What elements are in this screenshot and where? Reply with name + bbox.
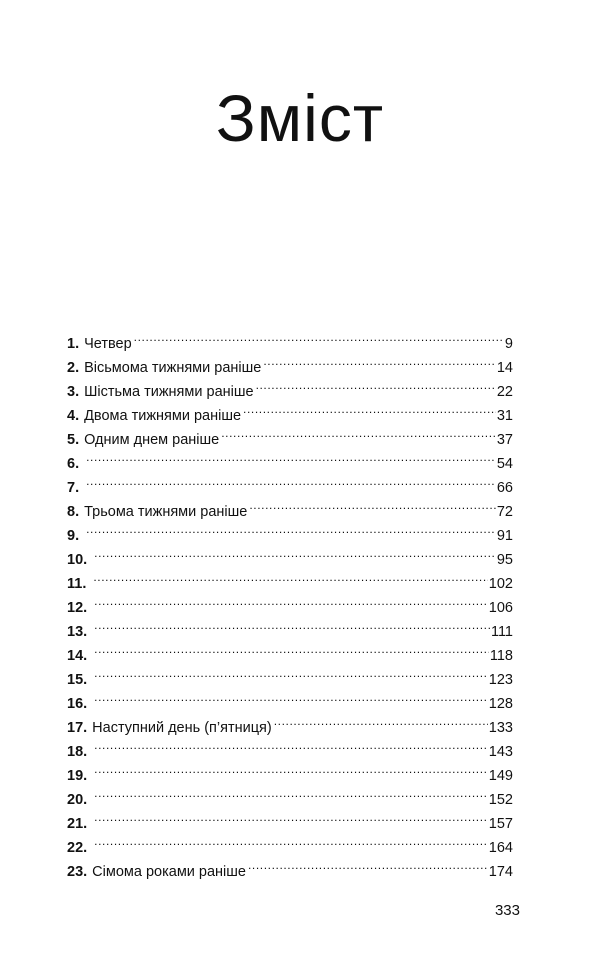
- toc-entry-number: 22.: [67, 840, 88, 856]
- toc-entry-title: Трьома тижнями раніше: [84, 504, 248, 520]
- toc-entry-13[interactable]: [67, 612, 513, 640]
- toc-entry-page: 91: [496, 528, 513, 544]
- toc-entry-number: 15.: [67, 672, 88, 688]
- toc-entry-page: 133: [488, 720, 513, 736]
- toc-entry-page: 111: [490, 624, 513, 640]
- toc-entry-number: 13.: [67, 624, 88, 640]
- toc-entry-title: Шістьма тижнями раніше: [84, 384, 254, 400]
- toc-entry-page: 54: [496, 456, 513, 472]
- toc-entry-page: 123: [488, 672, 513, 688]
- toc-entry-page: 66: [496, 480, 513, 496]
- page-title: Зміст: [215, 81, 385, 155]
- toc-entry-page: 22: [496, 384, 513, 400]
- toc-entry-title: Четвер: [84, 336, 132, 352]
- toc-entry-number: 1.: [67, 336, 80, 352]
- toc-entry-page: 31: [496, 408, 513, 424]
- toc-entry-page: 164: [488, 840, 513, 856]
- toc-entry-21[interactable]: [67, 804, 513, 832]
- toc-entry-page: 143: [488, 744, 513, 760]
- toc-entry-page: 9: [504, 336, 513, 352]
- toc-entry-9[interactable]: [67, 516, 513, 544]
- toc-entry-number: 18.: [67, 744, 88, 760]
- dot-leader: [94, 540, 496, 564]
- dot-leader: [94, 660, 488, 684]
- toc-entry-number: 14.: [67, 648, 88, 664]
- toc-entry-number: 5.: [67, 432, 80, 448]
- toc-entry-2[interactable]: [67, 348, 513, 376]
- toc-entry-number: 9.: [67, 528, 80, 544]
- toc-entry-title: Одним днем раніше: [84, 432, 220, 448]
- toc-entry-number: 11.: [67, 576, 87, 592]
- toc-entry-page: 152: [488, 792, 513, 808]
- toc-entry-10[interactable]: [67, 540, 513, 568]
- toc-entry-page: 95: [496, 552, 513, 568]
- dot-leader: [94, 732, 488, 756]
- dot-leader: [94, 804, 488, 828]
- toc-entry-11[interactable]: [67, 564, 513, 592]
- toc-entry-page: 128: [488, 696, 513, 712]
- toc-entry-page: 72: [496, 504, 513, 520]
- toc-entry-20[interactable]: [67, 780, 513, 808]
- toc-entry-14[interactable]: [67, 636, 513, 664]
- toc-entry-number: 6.: [67, 456, 80, 472]
- toc-entry-page: 37: [496, 432, 513, 448]
- dot-leader: [94, 588, 488, 612]
- toc-entry-6[interactable]: [67, 444, 513, 472]
- toc-entry-1[interactable]: [67, 324, 513, 352]
- dot-leader: [93, 564, 487, 588]
- toc-entry-page: 118: [489, 648, 513, 664]
- toc-entry-number: 3.: [67, 384, 80, 400]
- dot-leader: [274, 708, 488, 732]
- toc-entry-16[interactable]: [67, 684, 513, 712]
- toc-entry-title: Наступний день (п’ятниця): [92, 720, 272, 736]
- toc-entry-number: 4.: [67, 408, 80, 424]
- dot-leader: [263, 348, 496, 372]
- toc-entry-title: Двома тижнями раніше: [84, 408, 242, 424]
- toc-entry-title: Сімома роками раніше: [92, 864, 246, 880]
- toc-entry-18[interactable]: [67, 732, 513, 760]
- toc-entry-12[interactable]: [67, 588, 513, 616]
- dot-leader: [94, 612, 490, 636]
- toc-entry-page: 157: [488, 816, 513, 832]
- toc-entry-number: 20.: [67, 792, 88, 808]
- toc-entry-title: Вісьмома тижнями раніше: [84, 360, 262, 376]
- toc-entry-page: 106: [488, 600, 513, 616]
- dot-leader: [256, 372, 496, 396]
- toc-entry-page: 14: [496, 360, 513, 376]
- dot-leader: [94, 684, 488, 708]
- toc-entry-number: 23.: [67, 864, 88, 880]
- dot-leader: [86, 468, 496, 492]
- toc-entry-number: 8.: [67, 504, 80, 520]
- toc-entry-page: 174: [488, 864, 513, 880]
- toc-entry-17[interactable]: [67, 708, 513, 736]
- toc-entry-number: 19.: [67, 768, 88, 784]
- toc-entry-22[interactable]: [67, 828, 513, 856]
- dot-leader: [134, 324, 504, 348]
- dot-leader: [86, 444, 496, 468]
- toc-entry-number: 10.: [67, 552, 88, 568]
- toc-entry-23[interactable]: [67, 852, 513, 880]
- toc-entry-number: 7.: [67, 480, 80, 496]
- toc-entry-page: 102: [488, 576, 513, 592]
- dot-leader: [248, 852, 488, 876]
- toc-entry-number: 2.: [67, 360, 80, 376]
- dot-leader: [94, 828, 488, 852]
- dot-leader: [243, 396, 496, 420]
- dot-leader: [221, 420, 496, 444]
- dot-leader: [94, 756, 488, 780]
- toc-entry-number: 12.: [67, 600, 88, 616]
- toc-entry-page: 149: [488, 768, 513, 784]
- toc-entry-8[interactable]: [67, 492, 513, 520]
- table-of-contents: [67, 324, 513, 880]
- page-number: 333: [494, 902, 520, 919]
- dot-leader: [94, 780, 488, 804]
- dot-leader: [249, 492, 496, 516]
- toc-entry-number: 21.: [67, 816, 88, 832]
- toc-entry-number: 17.: [67, 720, 88, 736]
- toc-entry-7[interactable]: [67, 468, 513, 496]
- dot-leader: [94, 636, 489, 660]
- toc-entry-19[interactable]: [67, 756, 513, 784]
- toc-entry-15[interactable]: [67, 660, 513, 688]
- dot-leader: [86, 516, 496, 540]
- toc-entry-number: 16.: [67, 696, 88, 712]
